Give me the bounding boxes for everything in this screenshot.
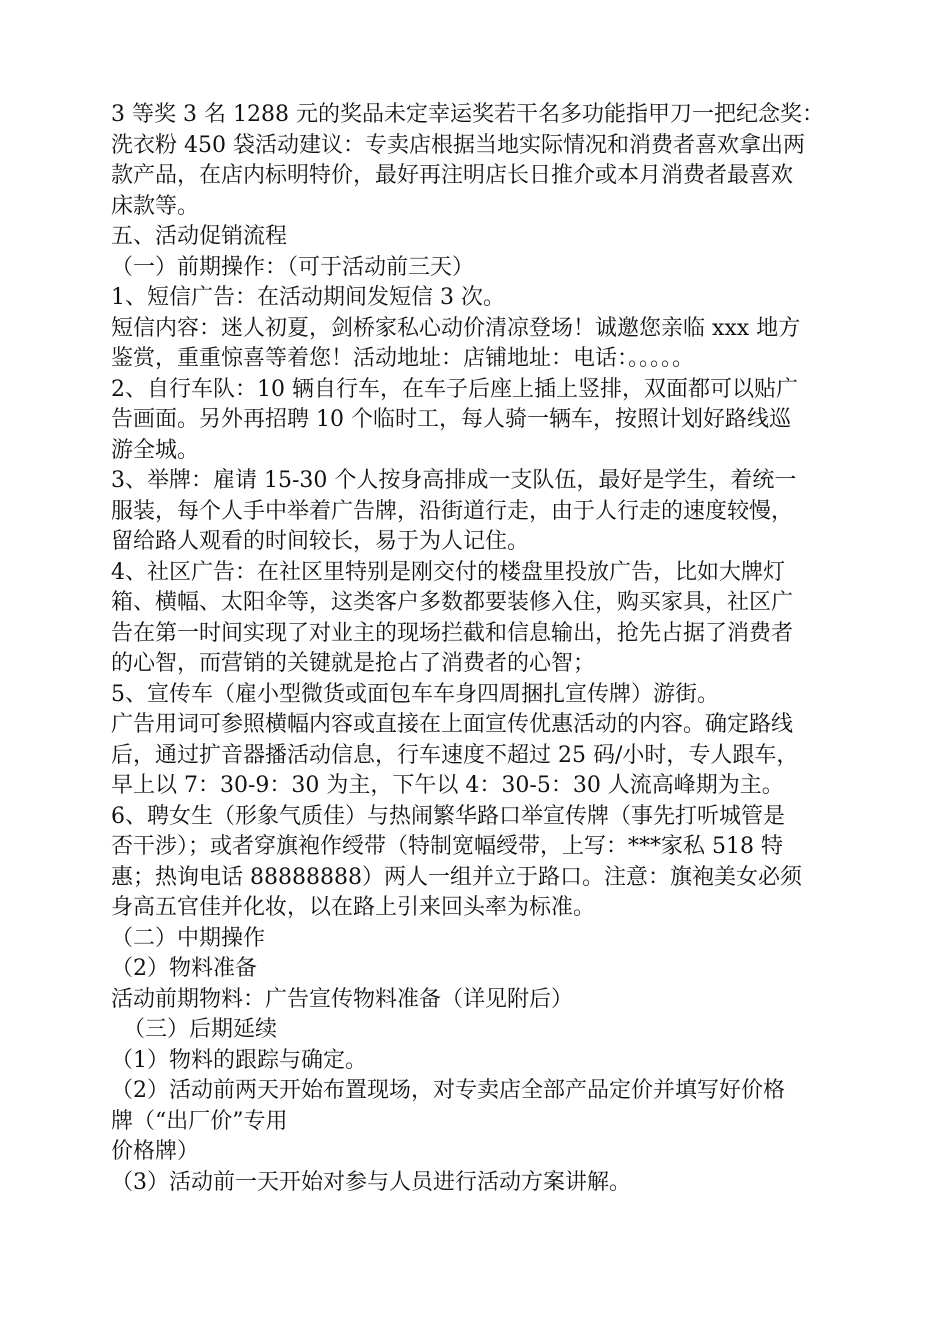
text-line: 服装，每个人手中举着广告牌，沿街道行走，由于人行走的速度较慢， [111,498,794,524]
text-line: 6、聘女生（形象气质佳）与热闹繁华路口举宣传牌（事先打听城管是 [111,803,785,829]
text-line: 身高五官佳并化妆，以在路上引来回头率为标准。 [111,895,596,920]
text-line: 3、举牌：雇请 15-30 个人按身高排成一支队伍，最好是学生，着统一 [111,468,797,493]
text-line: 床款等。 [111,193,200,219]
text-line: 鉴赏，重重惊喜等着您！活动地址：店铺地址：电话：。。。。。 [111,346,695,371]
text-line: 告画面。另外再招聘 10 个临时工，每人骑一辆车，按照计划好路线巡 [111,407,791,432]
text-line: 活动前期物料：广告宣传物料准备（详见附后） [111,986,574,1012]
subsection-heading: （2）物料准备 [111,956,257,981]
text-line: 2、自行车队：10 辆自行车，在车子后座上插上竖排，双面都可以贴广 [111,376,798,402]
text-line: 牌（“出厂价”专用 [111,1108,288,1134]
text-line: 后，通过扩音器播活动信息，行车速度不超过 25 码/小时，专人跟车， [111,742,799,768]
document-page [111,100,841,1198]
subsection-heading: （二）中期操作 [111,925,266,951]
text-line: （1）物料的跟踪与确定。 [111,1047,367,1073]
text-line: 短信内容：迷人初夏，剑桥家私心动价清凉登场！诚邀您亲临 xxx 地方 [111,315,801,341]
section-heading: 五、活动促销流程 [111,224,288,249]
text-line: 洗衣粉 450 袋活动建议：专卖店根据当地实际情况和消费者喜欢拿出两 [111,132,805,158]
text-line: 告在第一时间实现了对业主的现场拦截和信息输出，抢先占据了消费者 [111,620,794,646]
text-line: 箱、横幅、太阳伞等，这类客户多数都要装修入住，购买家具，社区广 [111,590,794,615]
text-line: 5、宣传车（雇小型微货或面包车车身四周捆扎宣传牌）游街。 [111,681,719,707]
text-line: 3 等奖 3 名 1288 元的奖品未定幸运奖若干名多功能指甲刀一把纪念奖： [111,102,824,127]
text-line: 否干涉）；或者穿旗袍作绶带（特制宽幅绶带，上写：***家私 518 特 [111,834,783,859]
text-line: 广告用词可参照横幅内容或直接在上面宣传优惠活动的内容。确定路线 [111,712,794,737]
text-line: 早上以 7：30-9：30 为主，下午以 4：30-5：30 人流高峰期为主。 [111,773,784,798]
text-line: 1、短信广告：在活动期间发短信 3 次。 [111,285,505,310]
subsection-heading: （一）前期操作：（可于活动前三天） [111,254,475,280]
text-line: 惠；热询电话 88888888）两人一组并立于路口。注意：旗袍美女必须 [111,864,802,890]
text-line: 的心智，而营销的关键就是抢占了消费者的心智； [111,651,596,676]
text-line: 款产品，在店内标明特价，最好再注明店长日推介或本月消费者最喜欢 [111,163,794,188]
text-line: 价格牌） [111,1139,200,1164]
text-line: 留给路人观看的时间较长，易于为人记住。 [111,529,530,554]
text-line: （2）活动前两天开始布置现场，对专卖店全部产品定价并填写好价格 [111,1078,785,1103]
text-line: （3）活动前一天开始对参与人员进行活动方案讲解。 [111,1169,631,1195]
text-line: 4、社区广告：在社区里特别是刚交付的楼盘里投放广告，比如大牌灯 [111,559,785,585]
text-line: 游全城。 [111,437,200,463]
subsection-heading: （三）后期延续 [123,1017,278,1042]
